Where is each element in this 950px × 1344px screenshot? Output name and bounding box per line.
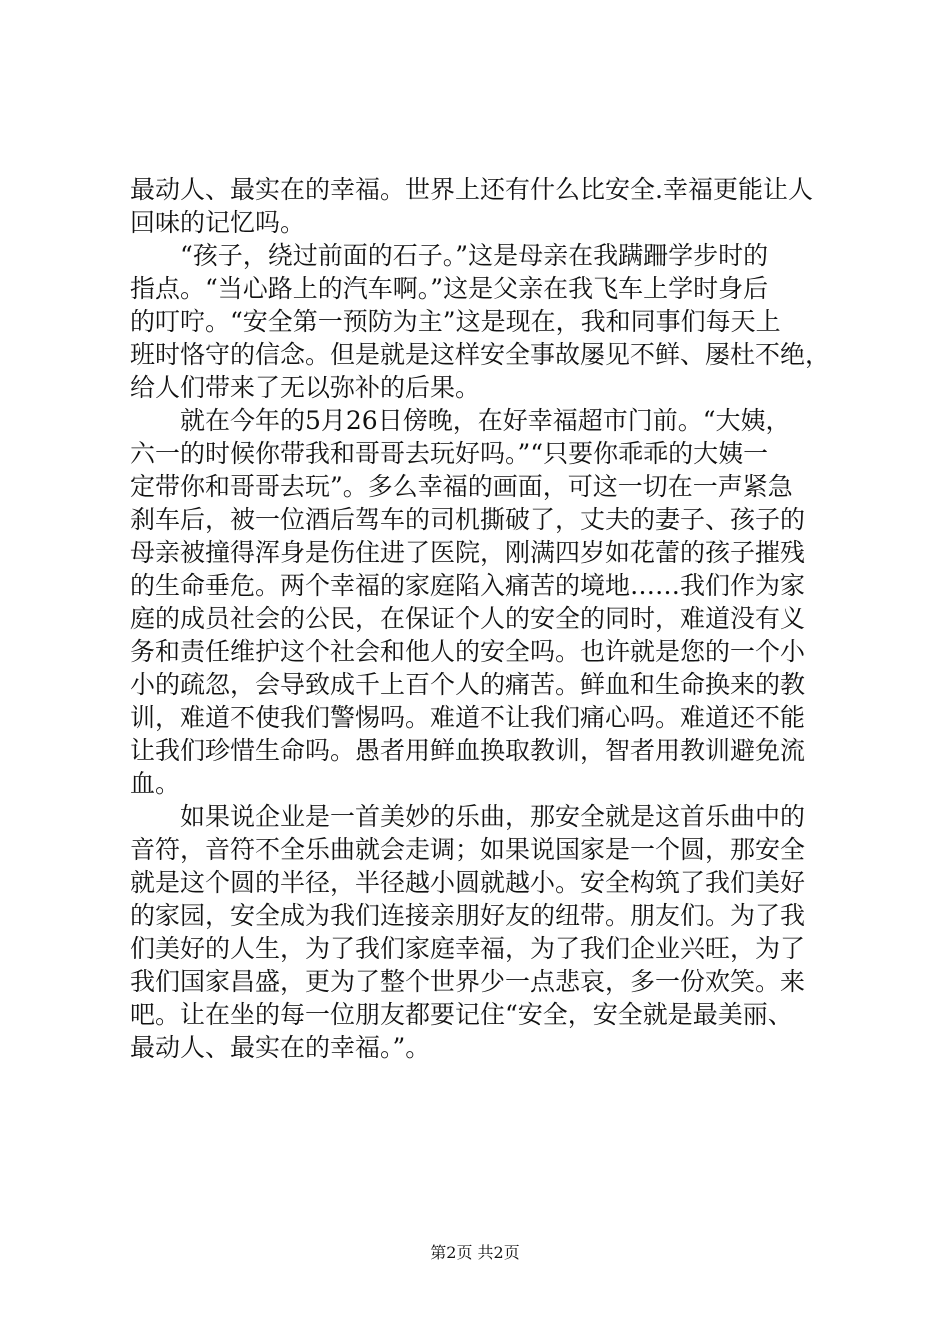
text-line: 回味的记忆吗。 (130, 208, 306, 237)
text-line: 最动人、最实在的幸福。世界上还有什么比安全.幸福更能让人 (130, 175, 813, 204)
text-line: 庭的成员社会的公民，在保证个人的安全的同时，难道没有义 (130, 604, 806, 633)
text-line: 的叮咛。“安全第一预防为主”这是现在，我和同事们每天上 (130, 307, 781, 336)
text-line: 们美好的人生，为了我们家庭幸福，为了我们企业兴旺，为了 (130, 934, 806, 963)
page-footer (0, 1243, 950, 1263)
text-line: 训，难道不使我们警惕吗。难道不让我们痛心吗。难道还不能 (130, 703, 806, 732)
text-line: 吧。让在坐的每一位朋友都要记住“安全，安全就是最美丽、 (130, 1000, 793, 1029)
text-line: 我们国家昌盛，更为了整个世界少一点悲哀，多一份欢笑。来 (130, 967, 806, 996)
text-line: 小的疏忽，会导致成千上百个人的痛苦。鲜血和生命换来的教 (130, 670, 806, 699)
text-line: 班时恪守的信念。但是就是这样安全事故屡见不鲜、屡杜不绝， (130, 340, 831, 369)
body-text (130, 173, 830, 1064)
text-line: 母亲被撞得浑身是伤住进了医院，刚满四岁如花蕾的孩子摧残 (130, 538, 806, 567)
text-line: 指点。“当心路上的汽车啊。”这是父亲在我飞车上学时身后 (130, 274, 769, 303)
page-number: 第2页 共2页 (430, 1243, 520, 1262)
text-line: 如果说企业是一首美妙的乐曲，那安全就是这首乐曲中的 (130, 802, 806, 831)
text-line: 最动人、最实在的幸福。”。 (130, 1033, 431, 1062)
text-line: 六一的时候你带我和哥哥去玩好吗。”“只要你乖乖的大姨一 (130, 439, 769, 468)
text-line: 定带你和哥哥去玩”。多么幸福的画面，可这一切在一声紧急 (130, 472, 793, 501)
text-line: 让我们珍惜生命吗。愚者用鲜血换取教训，智者用教训避免流 (130, 736, 806, 765)
text-line: 的生命垂危。两个幸福的家庭陷入痛苦的境地……我们作为家 (130, 571, 806, 600)
text-line: 就是这个圆的半径，半径越小圆就越小。安全构筑了我们美好 (130, 868, 806, 897)
text-line: 音符，音符不全乐曲就会走调；如果说国家是一个圆，那安全 (130, 835, 806, 864)
text-line: 给人们带来了无以弥补的后果。 (130, 373, 481, 402)
text-line: 的家园，安全成为我们连接亲朋好友的纽带。朋友们。为了我 (130, 901, 806, 930)
text-line: 血。 (130, 769, 181, 798)
text-line: 就在今年的5月26日傍晚，在好幸福超市门前。“大姨， (130, 406, 791, 435)
text-line: “孩子，绕过前面的石子。”这是母亲在我蹒跚学步时的 (130, 241, 769, 270)
text-line: 刹车后，被一位酒后驾车的司机撕破了，丈夫的妻子、孩子的 (130, 505, 806, 534)
text-line: 务和责任维护这个社会和他人的安全吗。也许就是您的一个小 (130, 637, 806, 666)
